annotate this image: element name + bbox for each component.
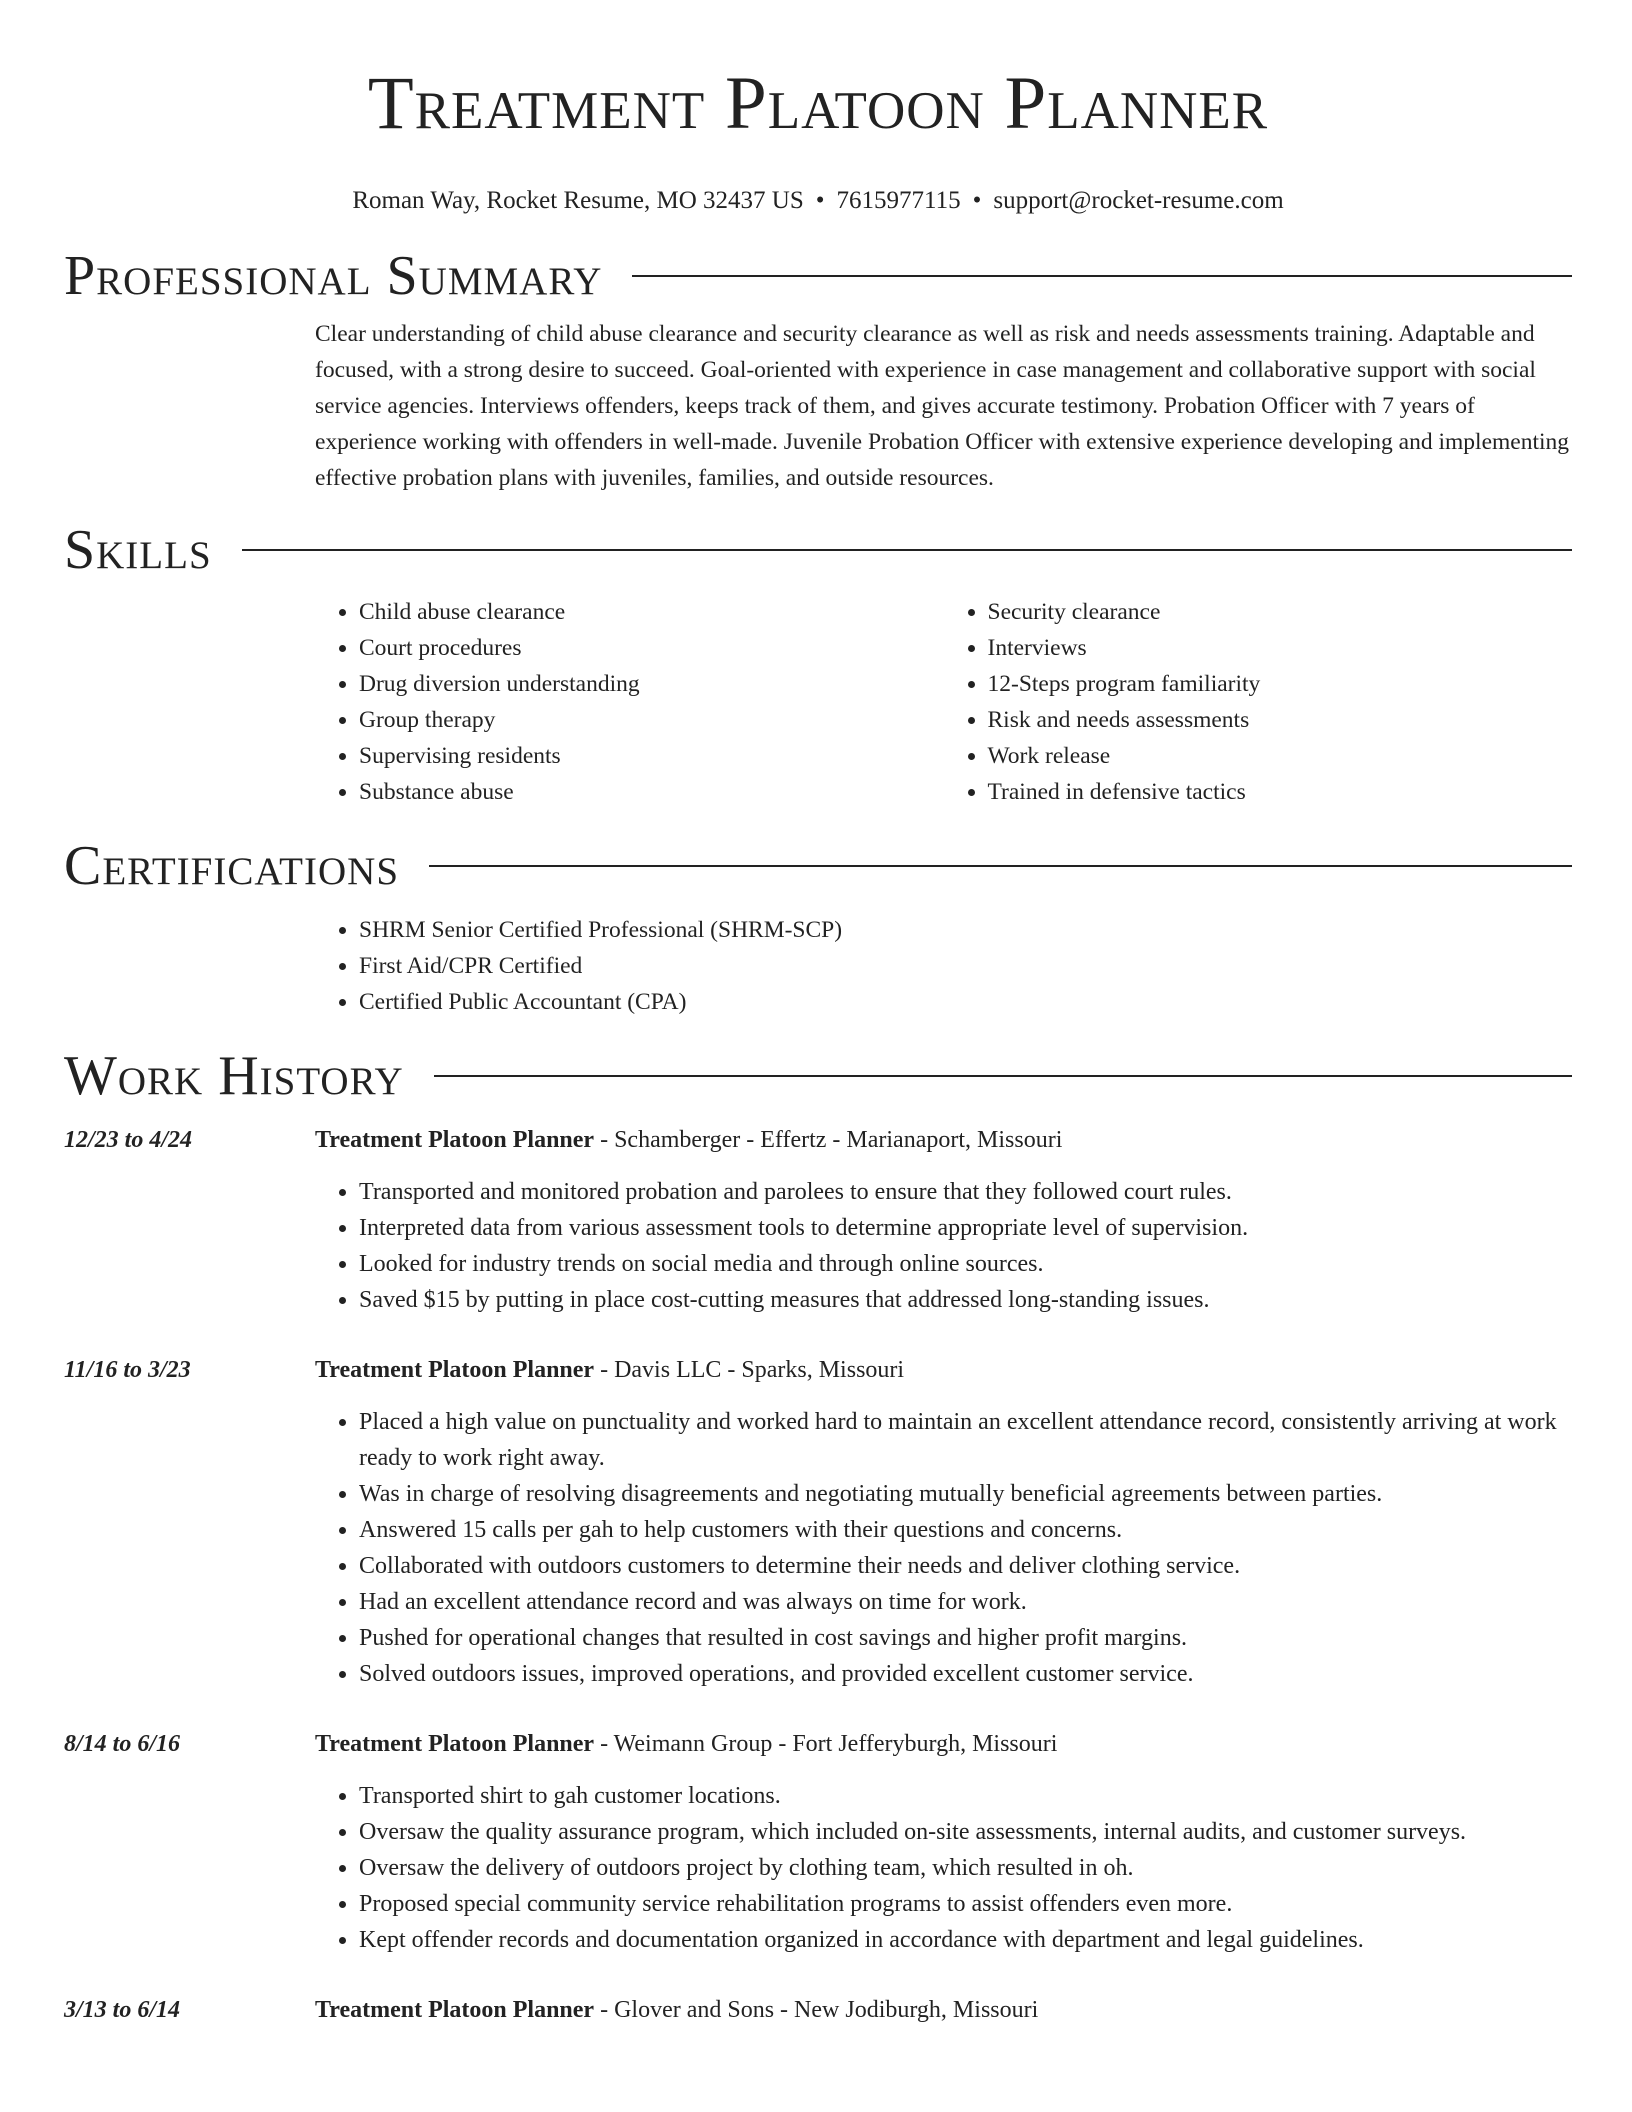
job-employer: - Davis LLC - Sparks, Missouri bbox=[594, 1357, 905, 1383]
section-divider bbox=[434, 1075, 1572, 1077]
skills-section-header bbox=[64, 520, 1572, 580]
list-item: • Saved $15 by putting in place cost-cutting measures that addressed long-standing issues. bbox=[359, 1282, 1572, 1318]
skills-heading: Skills bbox=[64, 519, 212, 581]
resume-name: Treatment Platoon Planner bbox=[367, 62, 1269, 145]
certifications-section-header bbox=[64, 836, 1572, 896]
list-item: • SHRM Senior Certified Professional (SHRM-SCP) bbox=[359, 912, 1572, 948]
job-detail bbox=[315, 1726, 1572, 1958]
job-bullets bbox=[315, 1174, 1572, 1318]
job-title-line bbox=[315, 1122, 1572, 1158]
job-detail bbox=[315, 1992, 1572, 2044]
contact-address: Roman Way, Rocket Resume, MO 32437 US bbox=[352, 187, 804, 214]
list-item: • Transported shirt to gah customer locations. bbox=[359, 1778, 1572, 1814]
list-item: • Risk and needs assessments bbox=[988, 702, 1573, 738]
list-item: • Interviews bbox=[988, 630, 1573, 666]
certifications-items bbox=[315, 912, 1572, 1020]
skills-column-right bbox=[944, 594, 1573, 810]
work-section-header bbox=[64, 1046, 1572, 1106]
work-heading: Work History bbox=[64, 1045, 404, 1107]
list-item: • Supervising residents bbox=[359, 738, 944, 774]
job-entry bbox=[64, 1992, 1572, 2044]
job-title: Treatment Platoon Planner bbox=[315, 1997, 595, 2023]
summary-section-header bbox=[64, 246, 1572, 306]
work-history-list bbox=[64, 1122, 1572, 2044]
job-employer: - Glover and Sons - New Jodiburgh, Missouri bbox=[594, 1997, 1039, 2023]
job-detail bbox=[315, 1352, 1572, 1692]
job-title: Treatment Platoon Planner bbox=[315, 1357, 595, 1383]
list-item: • Substance abuse bbox=[359, 774, 944, 810]
job-dates: 8/14 to 6/16 bbox=[64, 1731, 181, 1757]
contact-separator: • bbox=[815, 187, 825, 214]
list-item: • Solved outdoors issues, improved operations, and provided excellent customer service. bbox=[359, 1656, 1572, 1692]
list-item: • Proposed special community service rehabilitation programs to assist offenders even more. bbox=[359, 1886, 1572, 1922]
job-employer: - Weimann Group - Fort Jefferyburgh, Missouri bbox=[594, 1731, 1058, 1757]
list-item: • Group therapy bbox=[359, 702, 944, 738]
job-bullets bbox=[315, 1404, 1572, 1692]
job-entry bbox=[64, 1726, 1572, 1958]
certifications-list bbox=[315, 912, 1572, 1020]
contact-email[interactable]: support@rocket-resume.com bbox=[993, 187, 1284, 214]
list-item: • Work release bbox=[988, 738, 1573, 774]
certifications-heading: Certifications bbox=[64, 835, 400, 897]
contact-line bbox=[64, 186, 1572, 216]
list-item: • Was in charge of resolving disagreements and negotiating mutually beneficial agreements between parties. bbox=[359, 1476, 1572, 1512]
job-entry bbox=[64, 1352, 1572, 1692]
contact-phone: 7615977115 bbox=[836, 187, 961, 214]
list-item: • Oversaw the delivery of outdoors project by clothing team, which resulted in oh. bbox=[359, 1850, 1572, 1886]
job-title: Treatment Platoon Planner bbox=[315, 1127, 595, 1153]
section-divider bbox=[429, 865, 1572, 867]
summary-text: Clear understanding of child abuse clearance and security clearance as well as risk and needs assessments training. Adaptable and focused, with a strong desire to succeed. Goal-oriented with experience in case management and collaborative support with social service agencies. Interviews offenders, keeps track of them, and gives accurate testimony. Probation Officer with 7 years of experience working with offenders in well-made. Juvenile Probation Officer with extensive experience developing and implementing effective probation plans with juveniles, families, and outside resources. bbox=[315, 321, 1570, 491]
list-item: • 12-Steps program familiarity bbox=[988, 666, 1573, 702]
section-divider bbox=[632, 275, 1572, 277]
list-item: • Child abuse clearance bbox=[359, 594, 944, 630]
list-item: • Transported and monitored probation and parolees to ensure that they followed court rules. bbox=[359, 1174, 1572, 1210]
job-title-line bbox=[315, 1992, 1572, 2028]
job-dates: 12/23 to 4/24 bbox=[64, 1127, 193, 1153]
list-item: • Had an excellent attendance record and was always on time for work. bbox=[359, 1584, 1572, 1620]
summary-heading: Professional Summary bbox=[64, 245, 603, 307]
job-employer: - Schamberger - Effertz - Marianaport, Missouri bbox=[594, 1127, 1063, 1153]
list-item: • Trained in defensive tactics bbox=[988, 774, 1573, 810]
job-bullets bbox=[315, 1778, 1572, 1958]
list-item: • Court procedures bbox=[359, 630, 944, 666]
section-divider bbox=[242, 549, 1572, 551]
list-item: • Drug diversion understanding bbox=[359, 666, 944, 702]
job-title: Treatment Platoon Planner bbox=[315, 1731, 595, 1757]
job-title-line bbox=[315, 1726, 1572, 1762]
list-item: • Interpreted data from various assessment tools to determine appropriate level of supervision. bbox=[359, 1210, 1572, 1246]
job-entry bbox=[64, 1122, 1572, 1318]
list-item: • Security clearance bbox=[988, 594, 1573, 630]
list-item: • Certified Public Accountant (CPA) bbox=[359, 984, 1572, 1020]
list-item: • Answered 15 calls per gah to help customers with their questions and concerns. bbox=[359, 1512, 1572, 1548]
list-item: • Kept offender records and documentation organized in accordance with department and legal guidelines. bbox=[359, 1922, 1572, 1958]
contact-separator: • bbox=[972, 187, 982, 214]
job-dates: 11/16 to 3/23 bbox=[64, 1357, 191, 1383]
job-title-line bbox=[315, 1352, 1572, 1388]
list-item: • Oversaw the quality assurance program, which included on-site assessments, internal audits, and customer surveys. bbox=[359, 1814, 1572, 1850]
resume-page bbox=[64, 0, 1572, 2044]
list-item: • Placed a high value on punctuality and worked hard to maintain an excellent attendance record, consistently arriving at work ready to work right away. bbox=[359, 1404, 1572, 1476]
job-detail bbox=[315, 1122, 1572, 1318]
list-item: • First Aid/CPR Certified bbox=[359, 948, 1572, 984]
list-item: • Collaborated with outdoors customers to determine their needs and deliver clothing service. bbox=[359, 1548, 1572, 1584]
job-dates: 3/13 to 6/14 bbox=[64, 1997, 181, 2023]
list-item: • Looked for industry trends on social media and through online sources. bbox=[359, 1246, 1572, 1282]
list-item: • Pushed for operational changes that resulted in cost savings and higher profit margins. bbox=[359, 1620, 1572, 1656]
skills-column-left bbox=[315, 594, 944, 810]
skills-list bbox=[315, 594, 1572, 810]
